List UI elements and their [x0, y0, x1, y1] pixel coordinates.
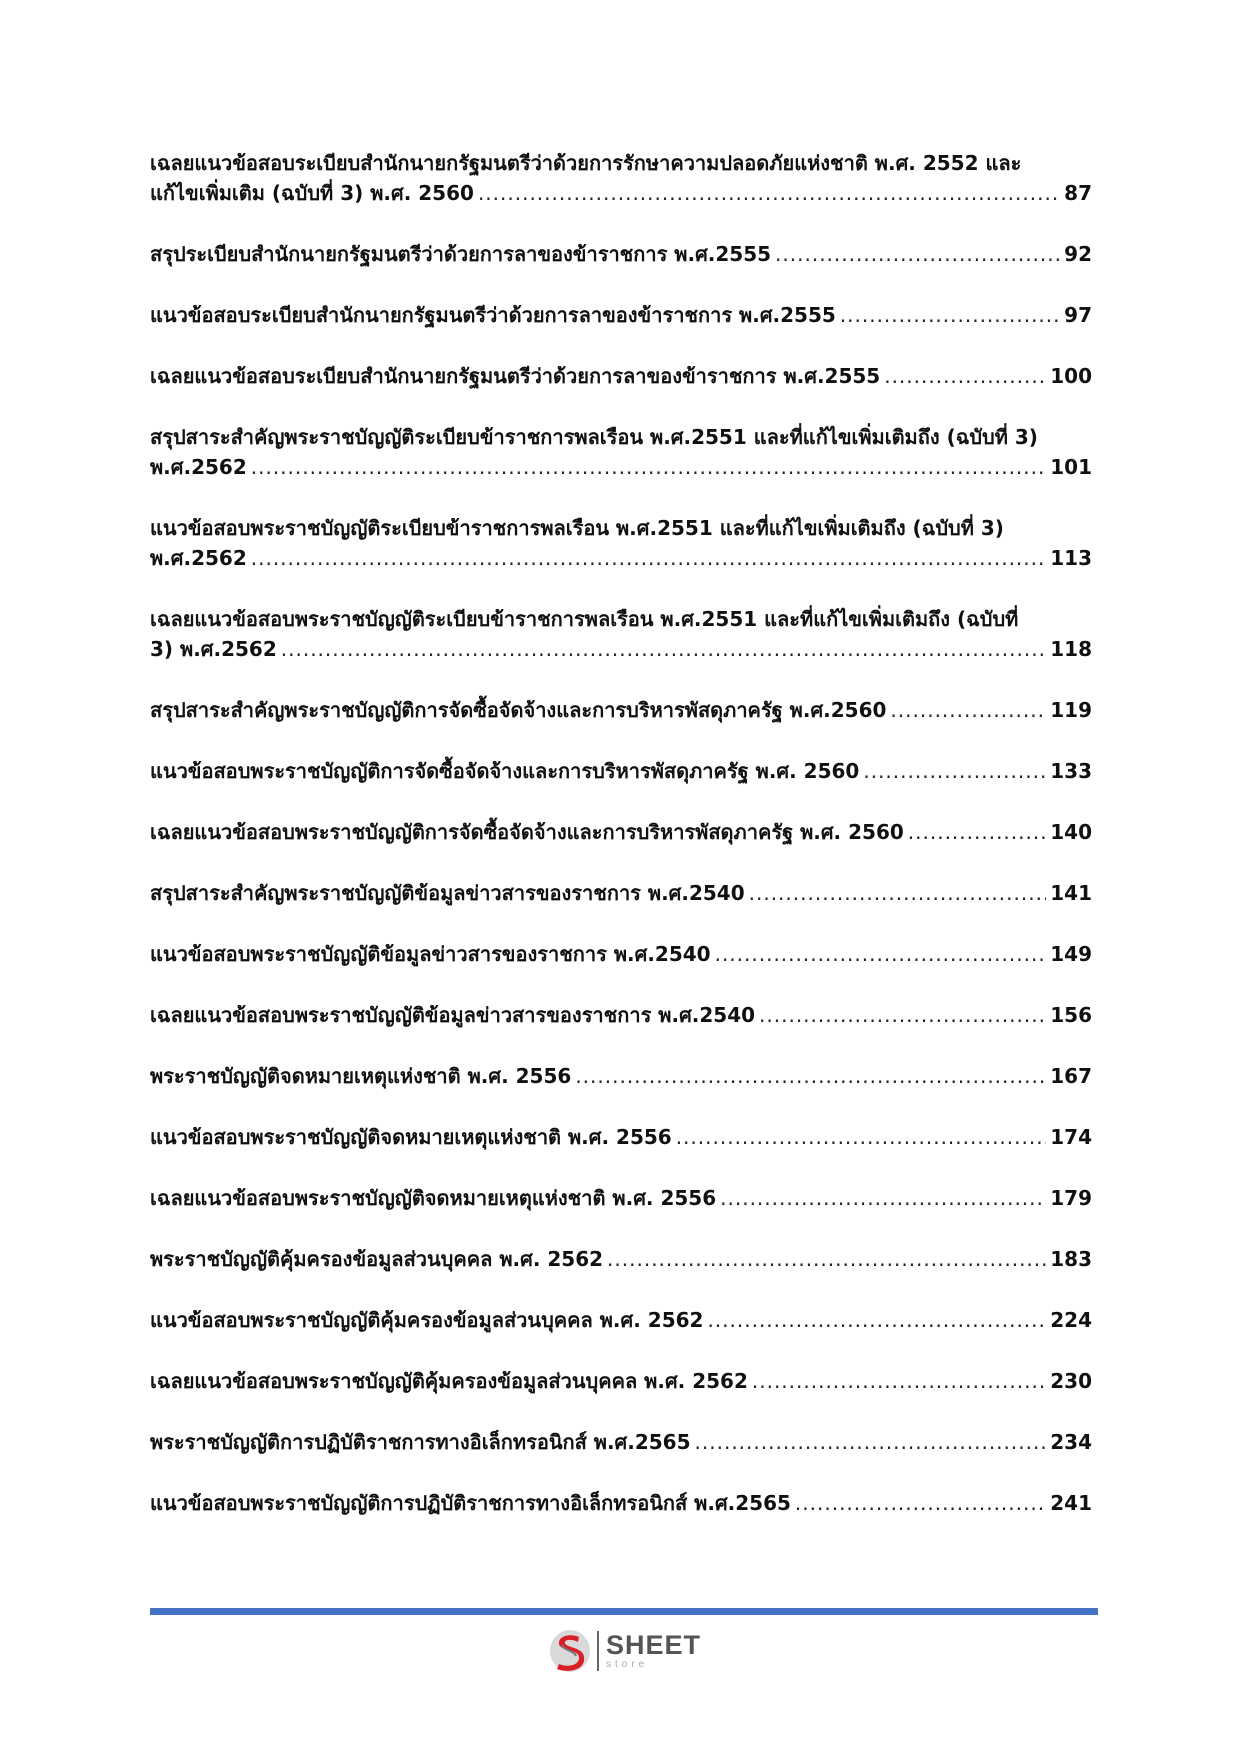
toc-entry-title: แนวข้อสอบพระราชบัญญัติคุ้มครองข้อมูลส่วนบุคคล พ.ศ. 2562 [150, 1308, 704, 1332]
toc-entry-row [150, 1183, 1092, 1213]
toc-entry-title: แนวข้อสอบระเบียบสำนักนายกรัฐมนตรีว่าด้วยการลาของข้าราชการ พ.ศ.2555 [150, 303, 836, 327]
toc-entry-title: แนวข้อสอบพระราชบัญญัติการจัดซื้อจัดจ้างและการบริหารพัสดุภาครัฐ พ.ศ. 2560 [150, 759, 860, 783]
dot-leader [759, 1000, 1046, 1030]
toc-entry-title: เฉลยแนวข้อสอบพระราชบัญญัติจดหมายเหตุแห่งชาติ พ.ศ. 2556 [150, 1186, 717, 1210]
toc-entry-page-number: 140 [1050, 820, 1092, 844]
toc-entry-title: เฉลยแนวข้อสอบพระราชบัญญัติข้อมูลข่าวสารของราชการ พ.ศ.2540 [150, 1003, 756, 1027]
dot-leader [676, 1122, 1047, 1152]
toc-entry-title: สรุปสาระสำคัญพระราชบัญญัติข้อมูลข่าวสารของราชการ พ.ศ.2540 [150, 881, 745, 905]
toc-entry[interactable] [150, 604, 1092, 664]
toc-entry-page-number: 167 [1050, 1064, 1092, 1088]
toc-entry-row [150, 1488, 1092, 1518]
dot-leader [715, 939, 1047, 969]
toc-entry[interactable] [150, 756, 1092, 786]
toc-entry-title-line: เฉลยแนวข้อสอบพระราชบัญญัติระเบียบข้าราชการพลเรือน พ.ศ.2551 และที่แก้ไขเพิ่มเติมถึง (ฉบับที่ [150, 607, 1019, 631]
toc-entry-row [150, 1244, 1092, 1274]
table-of-contents [150, 148, 1092, 1549]
toc-entry-row [150, 1061, 1092, 1091]
toc-entry-page-number: 119 [1050, 698, 1092, 722]
toc-entry-page-number: 234 [1050, 1430, 1092, 1454]
toc-entry-row [150, 1366, 1092, 1396]
toc-entry-row [150, 452, 1092, 482]
toc-entry-row [150, 939, 1092, 969]
toc-entry-title: แนวข้อสอบพระราชบัญญัติข้อมูลข่าวสารของราชการ พ.ศ.2540 [150, 942, 711, 966]
toc-entry-page-number: 179 [1050, 1186, 1092, 1210]
toc-entry-row [150, 1122, 1092, 1152]
toc-entry-title: เฉลยแนวข้อสอบระเบียบสำนักนายกรัฐมนตรีว่าด้วยการลาของข้าราชการ พ.ศ.2555 [150, 364, 881, 388]
footer-rule [150, 1608, 1098, 1615]
dot-leader [752, 1366, 1046, 1396]
toc-entry-title: สรุปสาระสำคัญพระราชบัญญัติการจัดซื้อจัดจ้างและการบริหารพัสดุภาครัฐ พ.ศ.2560 [150, 698, 887, 722]
dot-leader [251, 543, 1047, 573]
dot-leader [607, 1244, 1046, 1274]
dot-leader [707, 1305, 1046, 1335]
toc-entry-page-number: 92 [1064, 242, 1092, 266]
toc-entry-page-number: 230 [1050, 1369, 1092, 1393]
toc-entry-title: พ.ศ.2562 [150, 546, 247, 570]
logo-divider [597, 1631, 599, 1671]
toc-entry[interactable] [150, 695, 1092, 725]
toc-entry[interactable] [150, 300, 1092, 330]
toc-entry[interactable] [150, 1061, 1092, 1091]
toc-entry[interactable] [150, 1000, 1092, 1030]
toc-entry-page-number: 97 [1064, 303, 1092, 327]
toc-entry-title: พระราชบัญญัติการปฏิบัติราชการทางอิเล็กทรอนิกส์ พ.ศ.2565 [150, 1430, 691, 1454]
toc-entry-row [150, 695, 1092, 725]
logo-brand-word: SHEET [606, 1630, 702, 1660]
dot-leader [890, 695, 1046, 725]
logo-text [606, 1632, 701, 1670]
toc-entry-row [150, 756, 1092, 786]
toc-entry-page-number: 118 [1050, 637, 1092, 661]
toc-entry-page-number: 133 [1050, 759, 1092, 783]
toc-entry-title-line: เฉลยแนวข้อสอบระเบียบสำนักนายกรัฐมนตรีว่าด้วยการรักษาความปลอดภัยแห่งชาติ พ.ศ. 2552 และ [150, 151, 1022, 175]
toc-entry-row [150, 543, 1092, 573]
toc-entry[interactable] [150, 422, 1092, 482]
toc-entry-title: เฉลยแนวข้อสอบพระราชบัญญัติการจัดซื้อจัดจ้างและการบริหารพัสดุภาครัฐ พ.ศ. 2560 [150, 820, 904, 844]
toc-entry-page-number: 113 [1050, 546, 1092, 570]
toc-entry-row [150, 634, 1092, 664]
dot-leader [251, 452, 1047, 482]
toc-entry[interactable] [150, 239, 1092, 269]
toc-entry[interactable] [150, 1427, 1092, 1457]
logo-brand-sub: store [606, 1659, 649, 1670]
toc-entry-row [150, 178, 1092, 208]
toc-entry-row [150, 239, 1092, 269]
toc-entry-title: พ.ศ.2562 [150, 455, 247, 479]
dot-leader [840, 300, 1060, 330]
toc-entry[interactable] [150, 361, 1092, 391]
toc-entry-page-number: 101 [1050, 455, 1092, 479]
toc-entry[interactable] [150, 1122, 1092, 1152]
toc-entry-row [150, 1305, 1092, 1335]
toc-entry[interactable] [150, 939, 1092, 969]
toc-entry-title: แนวข้อสอบพระราชบัญญัติจดหมายเหตุแห่งชาติ พ.ศ. 2556 [150, 1125, 672, 1149]
toc-entry-page-number: 100 [1050, 364, 1092, 388]
dot-leader [575, 1061, 1046, 1091]
toc-entry-title: สรุประเบียบสำนักนายกรัฐมนตรีว่าด้วยการลาของข้าราชการ พ.ศ.2555 [150, 242, 772, 266]
toc-entry-row [150, 300, 1092, 330]
dot-leader [863, 756, 1046, 786]
toc-entry-page-number: 183 [1050, 1247, 1092, 1271]
toc-entry[interactable] [150, 1183, 1092, 1213]
dot-leader [749, 878, 1047, 908]
toc-entry-row [150, 361, 1092, 391]
toc-entry-row [150, 878, 1092, 908]
toc-entry-title: 3) พ.ศ.2562 [150, 637, 277, 661]
sheet-store-s-logo-icon [548, 1628, 592, 1674]
toc-entry-page-number: 149 [1050, 942, 1092, 966]
toc-entry-row [150, 1000, 1092, 1030]
toc-entry-row [150, 1427, 1092, 1457]
dot-leader [720, 1183, 1046, 1213]
dot-leader [908, 817, 1046, 847]
toc-entry-page-number: 241 [1050, 1491, 1092, 1515]
dot-leader [695, 1427, 1047, 1457]
toc-entry-title: แนวข้อสอบพระราชบัญญัติการปฏิบัติราชการทางอิเล็กทรอนิกส์ พ.ศ.2565 [150, 1491, 791, 1515]
toc-entry[interactable] [150, 1366, 1092, 1396]
dot-leader [795, 1488, 1046, 1518]
toc-entry-title-line: สรุปสาระสำคัญพระราชบัญญัติระเบียบข้าราชการพลเรือน พ.ศ.2551 และที่แก้ไขเพิ่มเติมถึง (ฉบับที่ 3) [150, 425, 1038, 449]
toc-entry-title-line: แนวข้อสอบพระราชบัญญัติระเบียบข้าราชการพลเรือน พ.ศ.2551 และที่แก้ไขเพิ่มเติมถึง (ฉบับที่ 3) [150, 516, 1004, 540]
dot-leader [775, 239, 1060, 269]
toc-entry-title: แก้ไขเพิ่มเติม (ฉบับที่ 3) พ.ศ. 2560 [150, 181, 474, 205]
toc-entry[interactable] [150, 513, 1092, 573]
toc-entry-title: เฉลยแนวข้อสอบพระราชบัญญัติคุ้มครองข้อมูลส่วนบุคคล พ.ศ. 2562 [150, 1369, 748, 1393]
toc-entry-page-number: 141 [1050, 881, 1092, 905]
dot-leader [884, 361, 1046, 391]
toc-entry[interactable] [150, 1244, 1092, 1274]
toc-entry-row [150, 817, 1092, 847]
toc-entry-page-number: 174 [1050, 1125, 1092, 1149]
toc-entry-page-number: 224 [1050, 1308, 1092, 1332]
brand-logo [548, 1628, 701, 1674]
toc-entry[interactable] [150, 878, 1092, 908]
toc-entry-title: พระราชบัญญัติคุ้มครองข้อมูลส่วนบุคคล พ.ศ. 2562 [150, 1247, 604, 1271]
dot-leader [478, 178, 1060, 208]
toc-entry[interactable] [150, 148, 1092, 208]
toc-entry-title: พระราชบัญญัติจดหมายเหตุแห่งชาติ พ.ศ. 2556 [150, 1064, 572, 1088]
toc-entry[interactable] [150, 1305, 1092, 1335]
toc-entry[interactable] [150, 817, 1092, 847]
toc-entry[interactable] [150, 1488, 1092, 1518]
toc-entry-page-number: 156 [1050, 1003, 1092, 1027]
toc-entry-page-number: 87 [1064, 181, 1092, 205]
dot-leader [281, 634, 1046, 664]
